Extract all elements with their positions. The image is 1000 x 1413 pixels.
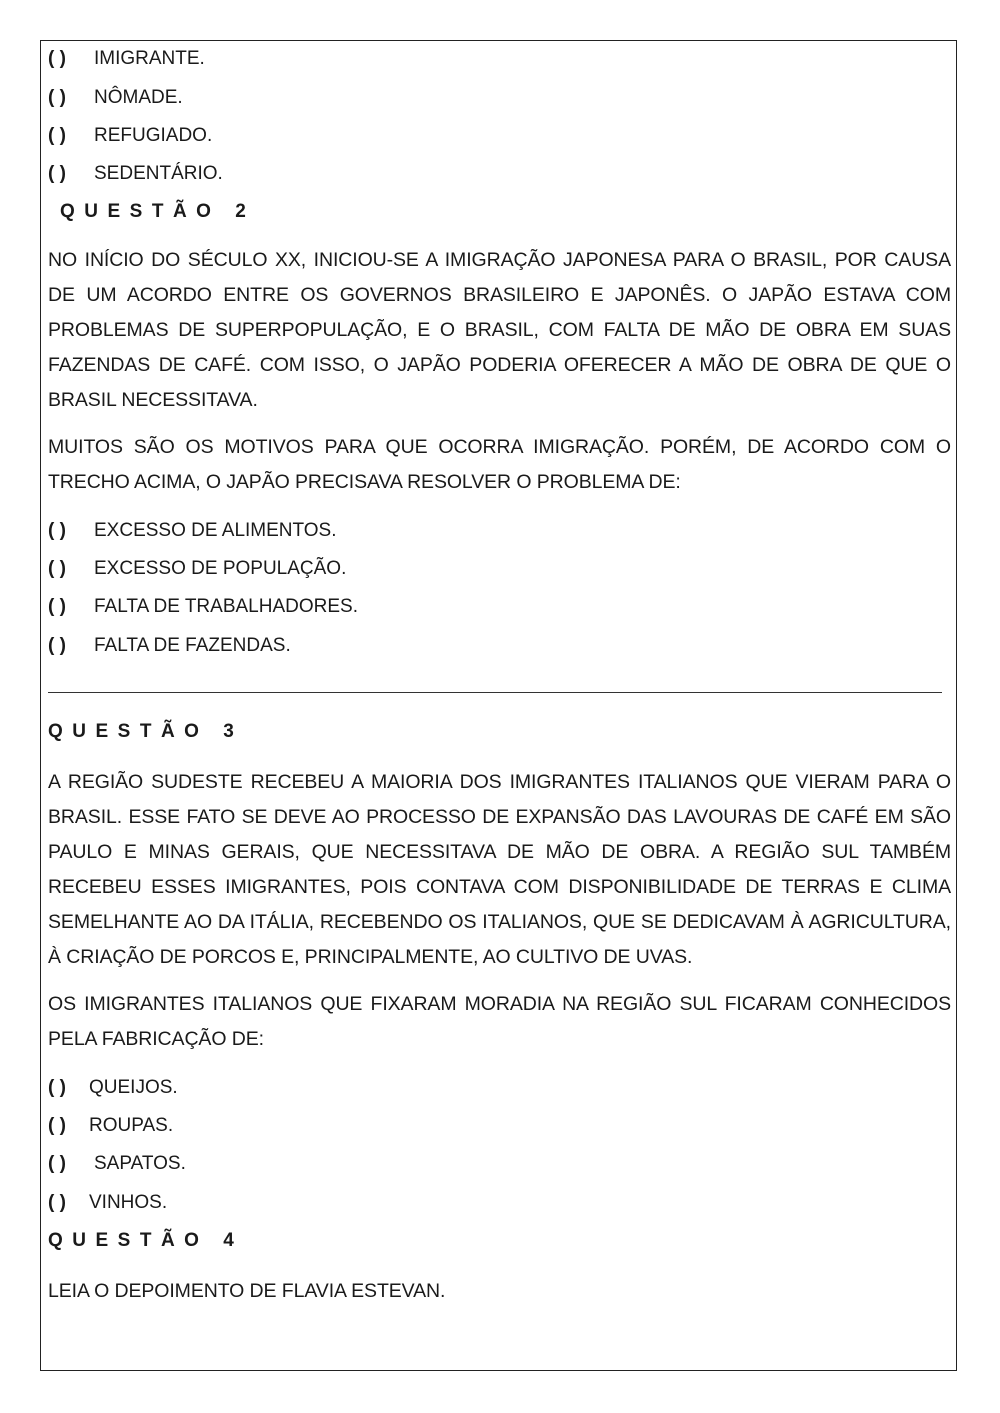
answer-checkbox[interactable]: ( ) — [48, 1077, 66, 1098]
q3-option-2[interactable]: ( ) ROUPAS. — [48, 1115, 174, 1136]
answer-checkbox[interactable]: ( ) — [48, 596, 66, 617]
q2-text: NO INÍCIO DO SÉCULO XX, INICIOU-SE A IMIGRAÇÃO JAPONESA PARA O BRASIL, POR CAUSA DE UM ACORDO ENTRE OS GOVERNOS BRASILEIRO E JAPONÊS. O JAPÃO ESTAVA COM PROBLEMAS DE SUPERPOPULAÇÃO, E O BRASIL, COM FALTA DE MÃO DE OBRA EM SUAS FAZENDAS DE CAFÉ. COM ISSO, O JAPÃO PODERIA OFERECER A MÃO DE OBRA DE QUE O BRASIL NECESSITAVA. — [48, 249, 951, 411]
q2-heading: QUESTÃO 2 — [60, 201, 256, 222]
q3-option-3[interactable]: ( ) SAPATOS. — [48, 1153, 186, 1174]
answer-checkbox[interactable]: ( ) — [48, 558, 66, 579]
answer-checkbox[interactable]: ( ) — [48, 163, 66, 184]
answer-checkbox[interactable]: ( ) — [48, 1153, 66, 1174]
answer-checkbox[interactable]: ( ) — [48, 1192, 66, 1213]
answer-checkbox[interactable]: ( ) — [48, 520, 66, 541]
q3-option-1[interactable]: ( ) QUEIJOS. — [48, 1077, 178, 1098]
q3-option-4[interactable]: ( ) VINHOS. — [48, 1192, 168, 1213]
q4-text: LEIA O DEPOIMENTO DE FLAVIA ESTEVAN. — [48, 1280, 446, 1302]
q1-option-1[interactable]: ( ) IMIGRANTE. — [48, 48, 205, 69]
q2-option-3[interactable]: ( ) FALTA DE TRABALHADORES. — [48, 596, 358, 617]
q2-option-2[interactable]: ( ) EXCESSO DE POPULAÇÃO. — [48, 558, 347, 579]
answer-checkbox[interactable]: ( ) — [48, 1115, 66, 1136]
q3-heading: QUESTÃO 3 — [48, 721, 244, 742]
q4-heading: QUESTÃO 4 — [48, 1230, 244, 1251]
q1-option-2[interactable]: ( ) NÔMADE. — [48, 87, 183, 108]
q3-text: A REGIÃO SUDESTE RECEBEU A MAIORIA DOS IMIGRANTES ITALIANOS QUE VIERAM PARA O BRASIL. ESSE FATO SE DEVE AO PROCESSO DE EXPANSÃO DAS LAVOURAS DE CAFÉ EM SÃO PAULO E MINAS GERAIS, QUE NECESSITAVA DE MÃO DE OBRA. A REGIÃO SUL TAMBÉM RECEBEU ESSES IMIGRANTES, POIS CONTAVA COM DISPONIBILIDADE DE TERRAS E CLIMA SEMELHANTE AO DA ITÁLIA, RECEBENDO OS ITALIANOS, QUE SE DEDICAVAM À AGRICULTURA, À CRIAÇÃO DE PORCOS E, PRINCIPALMENTE, AO CULTIVO DE UVAS. — [48, 771, 951, 968]
q1-option-3[interactable]: ( ) REFUGIADO. — [48, 125, 213, 146]
separator-line — [48, 692, 942, 693]
q2-option-1[interactable]: ( ) EXCESSO DE ALIMENTOS. — [48, 520, 337, 541]
q3-prompt: OS IMIGRANTES ITALIANOS QUE FIXARAM MORADIA NA REGIÃO SUL FICARAM CONHECIDOS PELA FABRICAÇÃO DE: — [48, 993, 951, 1050]
q2-option-4[interactable]: ( ) FALTA DE FAZENDAS. — [48, 635, 291, 656]
answer-checkbox[interactable]: ( ) — [48, 125, 66, 146]
answer-checkbox[interactable]: ( ) — [48, 48, 66, 69]
answer-checkbox[interactable]: ( ) — [48, 87, 66, 108]
answer-checkbox[interactable]: ( ) — [48, 635, 66, 656]
q2-prompt: MUITOS SÃO OS MOTIVOS PARA QUE OCORRA IMIGRAÇÃO. PORÉM, DE ACORDO COM O TRECHO ACIMA, O JAPÃO PRECISAVA RESOLVER O PROBLEMA DE: — [48, 436, 951, 493]
q1-option-4[interactable]: ( ) SEDENTÁRIO. — [48, 163, 223, 184]
